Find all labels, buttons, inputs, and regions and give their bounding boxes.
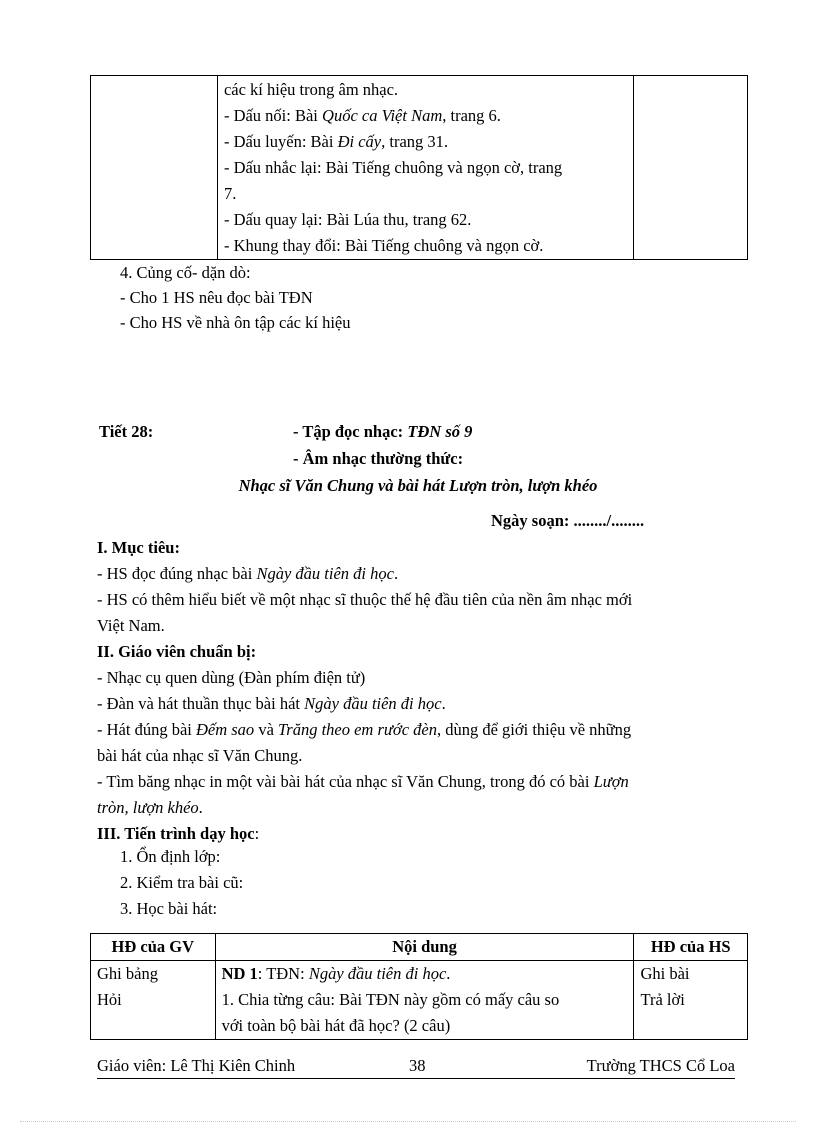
text-run: Đếm sao [195,720,255,739]
header-content: Nội dung [215,934,634,961]
text-run: Trăng theo em rước đèn [278,720,437,739]
header-gv: HĐ của GV [91,934,216,961]
lesson-number: Tiết 28: [99,422,154,441]
consolidation-item: - Cho HS về nhà ôn tập các kí hiệu [120,313,351,332]
row-hs-cell [634,961,748,1040]
text-run: Lượn [593,772,629,791]
content-line [224,233,627,259]
top-table-lines [224,77,627,259]
text-run: - Dấu luyến: Bài [223,132,338,151]
gv-activity: Hỏi [97,990,122,1009]
text-run: III. Tiến trình dạy học [97,824,255,843]
top-table [90,75,748,260]
body-line [97,587,632,613]
text-run: - Dấu quay lại: Bài Lúa thu, trang 62. [223,210,472,229]
row-gv-cell [91,961,216,1040]
text-run: : [254,824,260,843]
page-edge-divider [20,1121,796,1122]
body-line [97,561,632,587]
row-content-lines [222,961,628,1039]
date-label: Ngày soạn: ......../........ [491,511,645,530]
top-table-hs-cell [634,76,748,260]
text-run: bài hát của nhạc sĩ Văn Chung. [97,746,303,765]
table-row [91,961,748,1040]
lesson-subtitle: Nhạc sĩ Văn Chung và bài hát Lượn tròn, lượn khéo [238,476,598,495]
text-run: tròn, lượn khéo [97,798,199,817]
text-run: - HS đọc đúng nhạc bài [97,564,257,583]
body-line [97,535,632,561]
body-line [97,769,632,795]
gv-activity: Ghi bảng [97,964,158,983]
text-run: - Tìm băng nhạc in một vài bài hát của nhạc sĩ Văn Chung, trong đó có bài [97,772,594,791]
step-item: 3. Học bài hát: [120,899,218,918]
body-line [97,613,632,639]
content-line [222,961,628,987]
hs-activity: Ghi bài [640,964,690,983]
top-table-gv-cell [91,76,218,260]
body-line [97,743,632,769]
hs-activity: Trả lời [640,990,685,1009]
text-run: , trang 6. [442,106,501,125]
text-run: 7. [223,184,237,203]
text-run: Quốc ca Việt Nam [322,106,443,125]
footer-teacher: Giáo viên: Lê Thị Kiên Chinh [97,1056,296,1075]
row-content-cell [215,961,634,1040]
lesson-part2: - Âm nhạc thường thức: [293,449,464,468]
table-header-row [91,934,748,961]
step-item: 1. Ổn định lớp: [120,847,221,866]
consolidation-heading: 4. Củng cố- dặn dò: [120,263,251,282]
body-section [97,535,632,847]
header-hs: HĐ của HS [634,934,748,961]
text-run: các kí hiệu trong âm nhạc. [223,80,399,99]
text-run: - HS có thêm hiểu biết về một nhạc sĩ thuộc thế hệ đầu tiên của nền âm nhạc mới [97,590,633,609]
text-run: . [441,694,446,713]
text-run: - Hát đúng bài [97,720,196,739]
content-line [224,103,627,129]
footer-school: Trường THCS Cổ Loa [586,1056,735,1075]
text-run: - Đàn và hát thuần thục bài hát [97,694,305,713]
activity-table [90,933,748,1040]
text-run: Ngày đầu tiên đi học [308,964,447,983]
page-footer [97,1056,735,1079]
content-line [222,1013,628,1039]
content-line [224,181,627,207]
text-run: Ngày đầu tiên đi học [304,694,442,713]
text-run: - Nhạc cụ quen dùng (Đàn phím điện tử) [97,668,366,687]
content-line [224,207,627,233]
content-line [224,155,627,181]
text-run: : TĐN: [257,964,309,983]
top-table-content-cell [217,76,633,260]
lesson-part1 [293,420,472,444]
consolidation-item: - Cho 1 HS nêu đọc bài TĐN [120,288,313,307]
step-item: 2. Kiểm tra bài cũ: [120,873,244,892]
text-run: . [446,964,451,983]
body-line [97,691,632,717]
footer-page-number: 38 [409,1056,426,1075]
text-run: - Khung thay đổi: Bài Tiếng chuông và ngọn cờ. [223,236,544,255]
text-run: - Dấu nối: Bài [223,106,323,125]
text-run: ND 1 [221,964,258,983]
text-run: và [254,720,279,739]
text-run: Việt Nam. [97,616,165,635]
text-run: . [393,564,399,583]
text-run: Ngày đầu tiên đi học [256,564,394,583]
text-run: I. Mục tiêu: [97,538,180,557]
text-run: II. Giáo viên chuẩn bị: [97,642,257,661]
content-line [222,987,628,1013]
body-line [97,795,632,821]
body-line [97,717,632,743]
content-line [224,129,627,155]
lesson-part1-prefix: - Tập đọc nhạc: [293,422,408,441]
text-run: , trang 31. [381,132,449,151]
text-run: - Dấu nhắc lại: Bài Tiếng chuông và ngọn cờ, trang [223,158,563,177]
text-run: Đi cấy [337,132,382,151]
text-run: với toàn bộ bài hát đã học? (2 câu) [221,1016,451,1035]
text-run: 1. Chia từng câu: Bài TĐN này gồm có mấy câu so [221,990,560,1009]
text-run: . [198,798,203,817]
text-run: , dùng để giới thiệu về những [436,720,632,739]
content-line [224,77,627,103]
body-line [97,639,632,665]
lesson-part1-title: TĐN số 9 [407,422,473,441]
body-line [97,665,632,691]
